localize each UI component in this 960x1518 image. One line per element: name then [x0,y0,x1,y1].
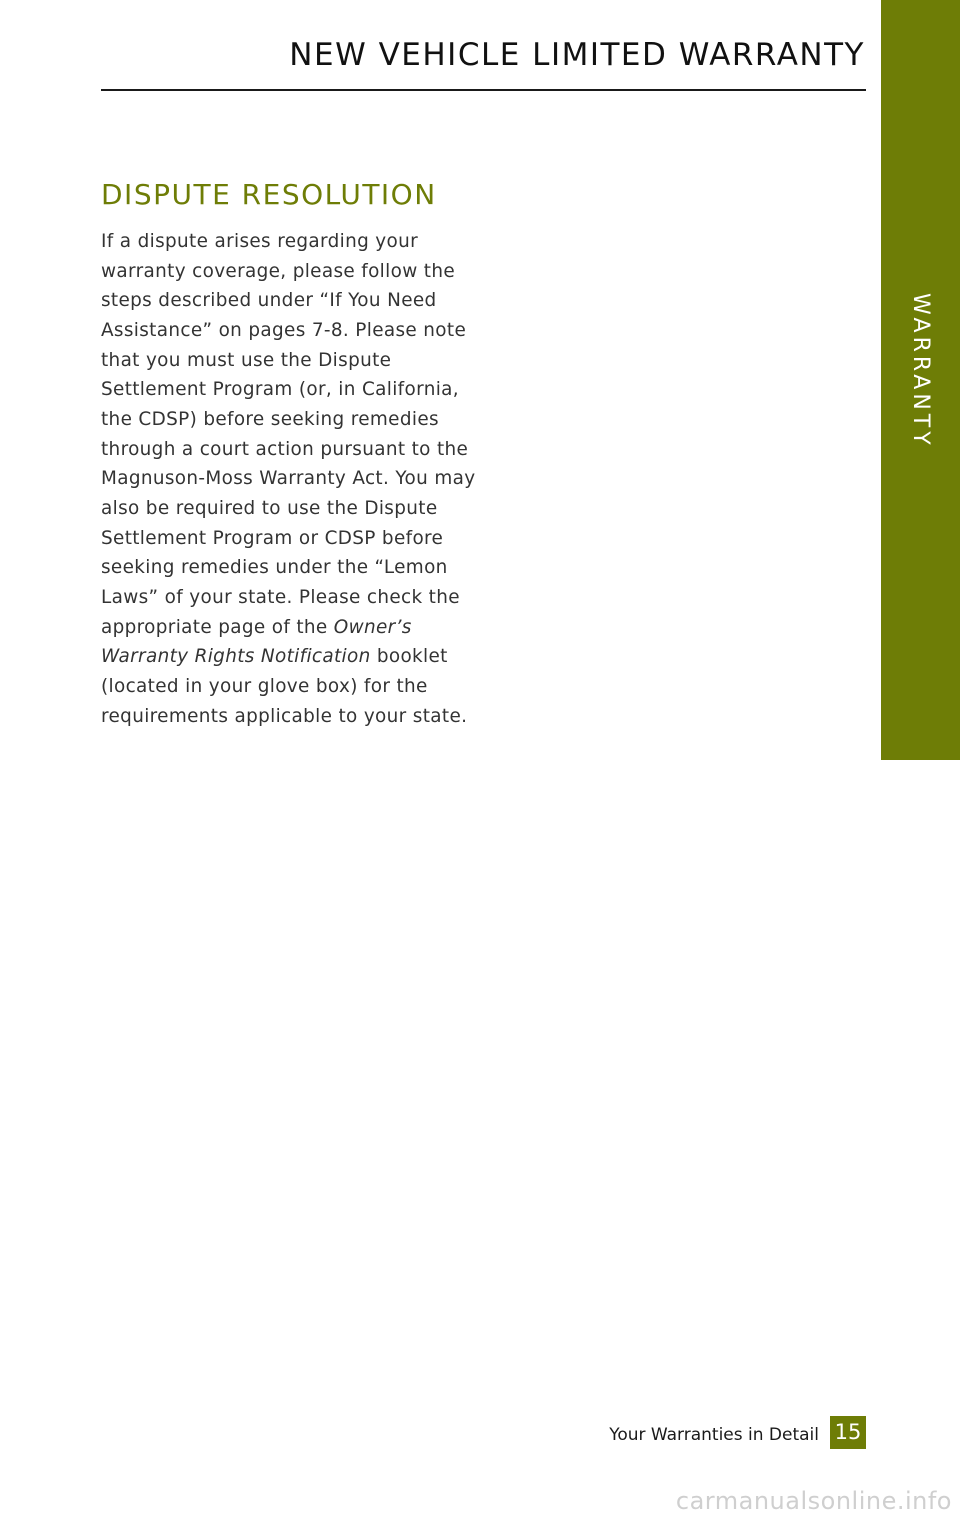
publication-title-italic: Warranty Rights Notification [101,646,371,668]
text-line: that you must use the Dispute [101,349,392,371]
text-line [101,613,481,643]
text-line: Laws” of your state. Please check the [101,586,460,608]
text-line: Magnuson-Moss Warranty Act. You may [101,468,476,490]
text-fragment: booklet [370,646,448,668]
footer-section-label: Your Warranties in Detail [609,1425,819,1445]
body-paragraph [101,227,481,731]
text-line: through a court action pursuant to the [101,438,469,460]
section-side-tab[interactable] [881,0,960,760]
text-line: seeking remedies under the “Lemon [101,557,448,579]
text-line [101,642,481,672]
text-line: Settlement Program or CDSP before [101,527,444,549]
header-divider [101,89,866,91]
publication-title-italic: Owner’s [333,616,412,638]
text-fragment: appropriate page of the [101,616,334,638]
text-line: If a dispute arises regarding your [101,231,419,252]
text-line: the CDSP) before seeking remedies [101,408,439,430]
page-header-title: NEW VEHICLE LIMITED WARRANTY [289,37,865,73]
text-line: steps described under “If You Need [101,290,437,312]
page-number: 15 [830,1416,866,1449]
section-heading: DISPUTE RESOLUTION [101,178,437,211]
text-line: Assistance” on pages 7-8. Please note [101,319,467,341]
side-tab-label: WARRANTY [908,293,933,449]
text-line: warranty coverage, please follow the [101,260,456,282]
watermark-text: carmanualsonline.info [675,1487,952,1515]
text-line: (located in your glove box) for the [101,675,428,697]
text-line: Settlement Program (or, in California, [101,379,459,401]
text-line: requirements applicable to your state. [101,705,468,727]
text-line: also be required to use the Dispute [101,497,438,519]
